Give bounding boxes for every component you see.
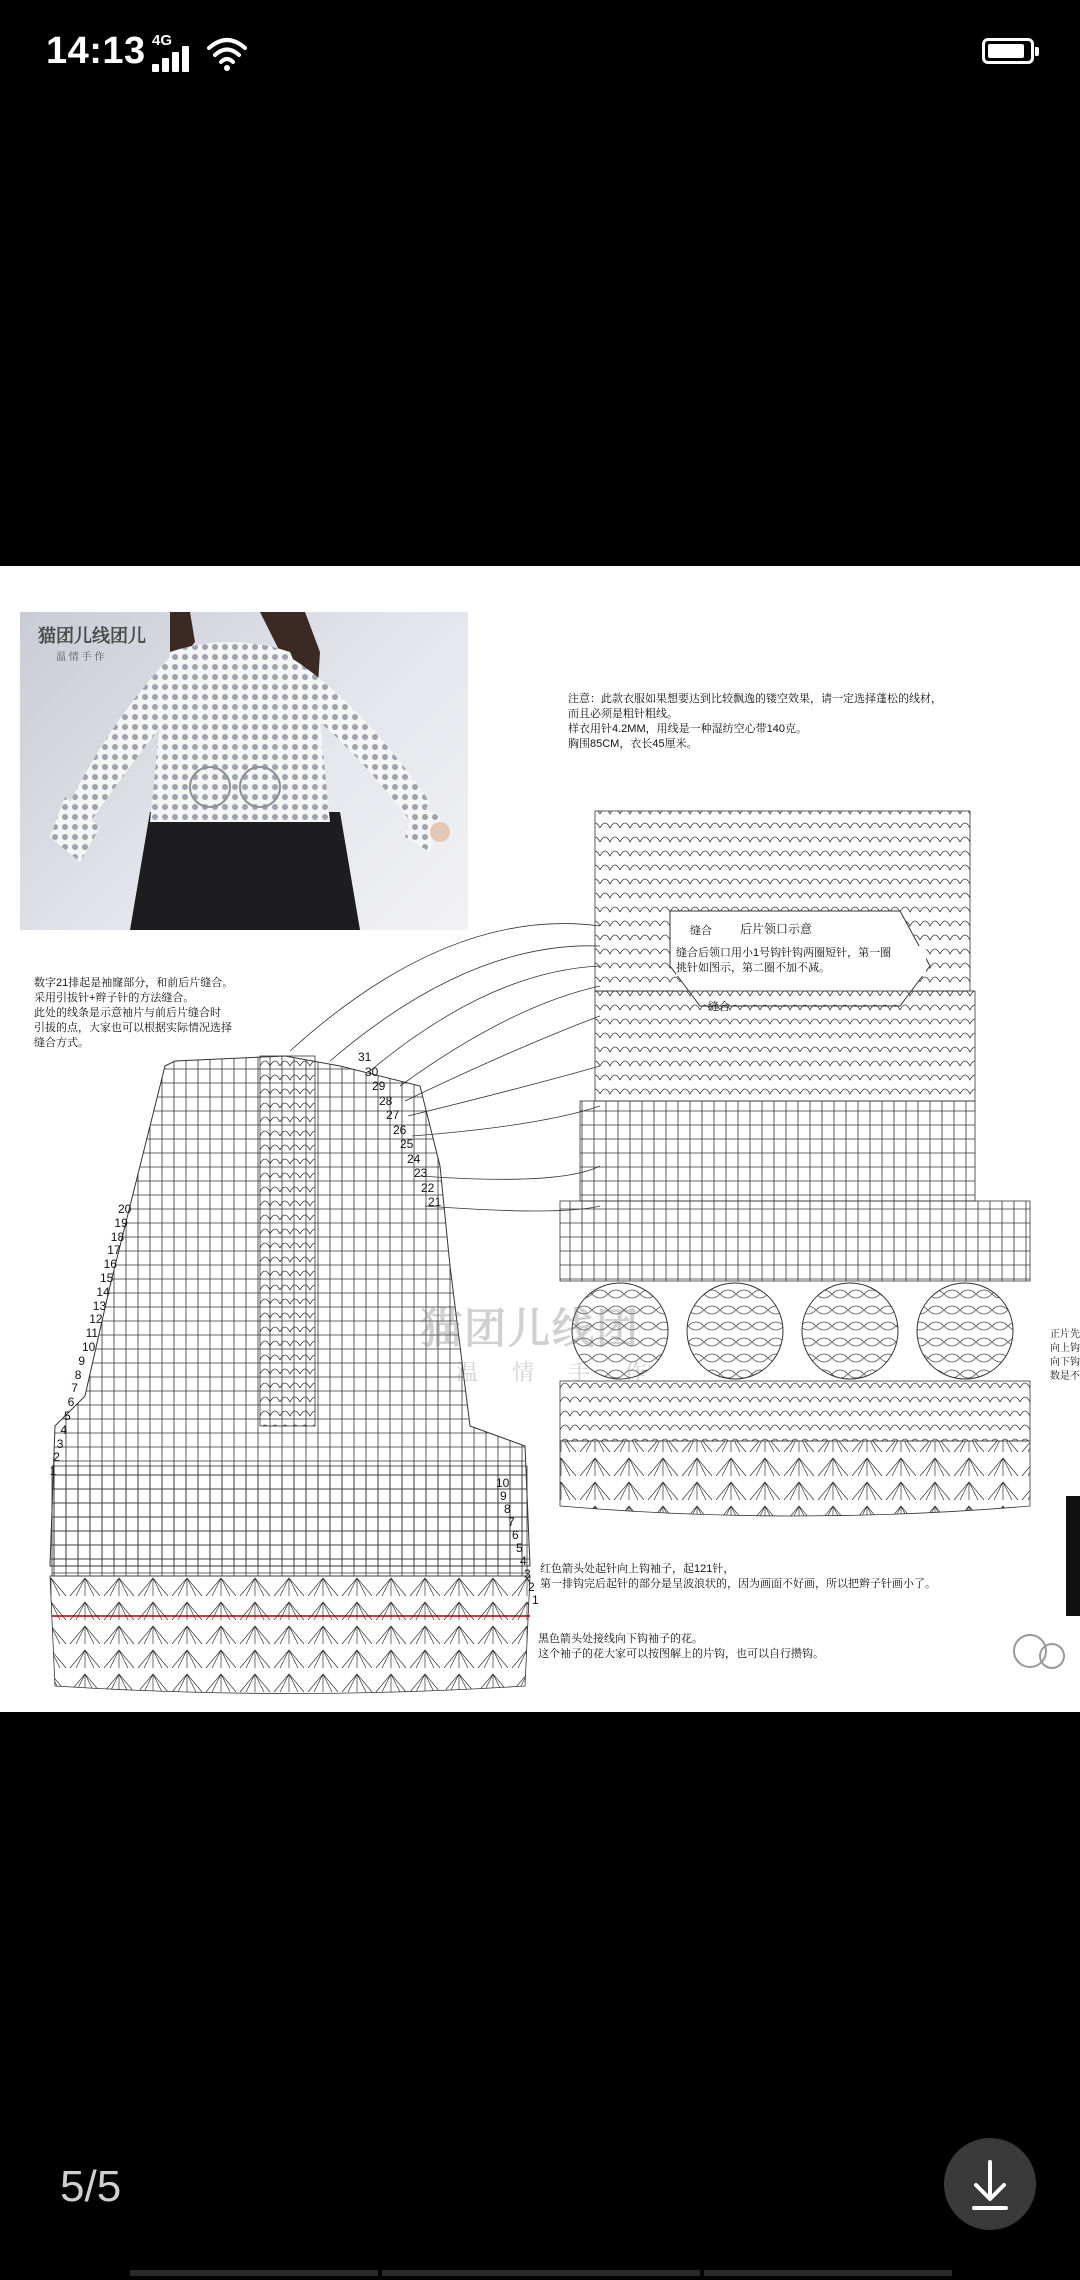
- nav-bar-segment: [382, 2270, 700, 2276]
- neck-title: 后片领口示意: [740, 922, 813, 936]
- left-row-number: 18: [110, 1229, 125, 1244]
- left-row-number: 19: [114, 1215, 128, 1230]
- photo-brand-subtext: 温 情 手 作: [56, 652, 105, 663]
- status-time: 14:13: [46, 30, 146, 72]
- cuff-row-number: 8: [504, 1502, 511, 1516]
- left-row-number: 8: [74, 1367, 82, 1382]
- nav-bar-segment: [130, 2270, 378, 2276]
- left-row-number: 7: [71, 1381, 78, 1396]
- download-icon: [944, 2138, 1036, 2230]
- upper-row-number: 25: [400, 1137, 414, 1151]
- left-row-number: 12: [89, 1312, 103, 1327]
- left-row-number: 10: [82, 1340, 96, 1354]
- upper-row-number: 28: [379, 1093, 393, 1108]
- viewer-image[interactable]: [0, 566, 1080, 1712]
- left-row-number: 1: [49, 1464, 57, 1479]
- note-top-right: 注意：此款衣服如果想要达到比较飘逸的镂空效果，请一定选择蓬松的线材， 而且必须是粗针粗线。 样衣用针4.2MM，用线是一种湿纺空心带140克。 胸围85CM，衣长45厘米。: [568, 693, 942, 750]
- left-row-number: 20: [118, 1202, 132, 1216]
- left-row-number: 13: [92, 1298, 107, 1313]
- upper-row-number: 30: [365, 1064, 379, 1079]
- cuff-row-number: 10: [496, 1476, 510, 1490]
- cuff-row-number: 3: [524, 1567, 531, 1581]
- battery-level-fill: [988, 44, 1024, 58]
- status-bar: [0, 0, 1080, 110]
- network-type-label: 4G: [152, 32, 173, 49]
- cuff-row-number: 2: [528, 1580, 535, 1594]
- left-row-number: 9: [78, 1353, 86, 1368]
- cuff-row-number: 6: [512, 1528, 519, 1542]
- signal-icon: [152, 46, 196, 72]
- left-row-number: 11: [85, 1326, 99, 1341]
- left-row-number: 15: [100, 1271, 114, 1285]
- cuff-row-number: 5: [516, 1541, 523, 1555]
- cuff-row-number: 7: [508, 1515, 515, 1529]
- upper-row-number: 22: [421, 1180, 435, 1195]
- note-side-right: 正片先 向上钩 向下钩 数是不: [1050, 1329, 1080, 1382]
- left-row-number: 17: [107, 1243, 121, 1258]
- upper-row-number: 31: [358, 1050, 372, 1064]
- neck-label-seam-a: 缝合: [690, 925, 712, 937]
- note-bottom-2: 黑色箭头处接线向下钩袖子的花。 这个袖子的花大家可以按图解上的片钩，也可以自行攒钩。: [538, 1633, 824, 1660]
- cuff-row-number: 1: [532, 1593, 539, 1607]
- upper-row-number: 29: [372, 1079, 386, 1093]
- photo-brand-text: 猫团儿线团儿: [38, 626, 146, 646]
- note-bottom-1: 红色箭头处起针向上钩袖子，起121针， 第一排钩完后起针的部分是呈波浪状的，因为画面不好画，所以把辫子针画小了。: [540, 1563, 936, 1590]
- watermark-sub: 温 情 手 作: [456, 1360, 661, 1385]
- crochet-chart: [0, 566, 1080, 1712]
- nav-bar-segment: [704, 2270, 952, 2276]
- watermark: 猫团儿线团: [420, 1305, 641, 1352]
- cuff-row-number: 9: [500, 1489, 507, 1503]
- page-indicator: 5/5: [60, 2162, 122, 2211]
- note-left: 数字21排起是袖窿部分，和前后片缝合。 采用引拔针+辫子针的方法缝合。 此处的线条是示意袖片与前后片缝合时 引拔的点，大家也可以根据实际情况选择 缝合方式。: [34, 977, 234, 1049]
- battery-icon: [982, 38, 1034, 64]
- cuff-row-number: 4: [520, 1554, 527, 1568]
- upper-row-number: 24: [407, 1151, 421, 1166]
- left-row-number: 5: [64, 1409, 71, 1423]
- upper-row-number: 23: [414, 1166, 428, 1180]
- upper-row-number: 21: [428, 1195, 442, 1209]
- upper-row-number: 27: [386, 1108, 400, 1122]
- left-row-number: 6: [67, 1395, 75, 1410]
- neck-label-seam-b: 缝合: [708, 1001, 730, 1013]
- wifi-icon: [206, 36, 248, 72]
- upper-row-number: 26: [393, 1122, 407, 1137]
- left-row-number: 3: [56, 1436, 64, 1451]
- left-row-number: 2: [53, 1450, 60, 1465]
- left-row-number: 16: [103, 1257, 117, 1272]
- left-row-number: 14: [96, 1284, 110, 1299]
- left-row-number: 4: [60, 1422, 68, 1437]
- neck-note: 缝合后领口用小1号钩针钩两圈短针，第一圈 挑针如图示，第二圈不加不减。: [676, 946, 926, 976]
- download-button[interactable]: [944, 2138, 1036, 2230]
